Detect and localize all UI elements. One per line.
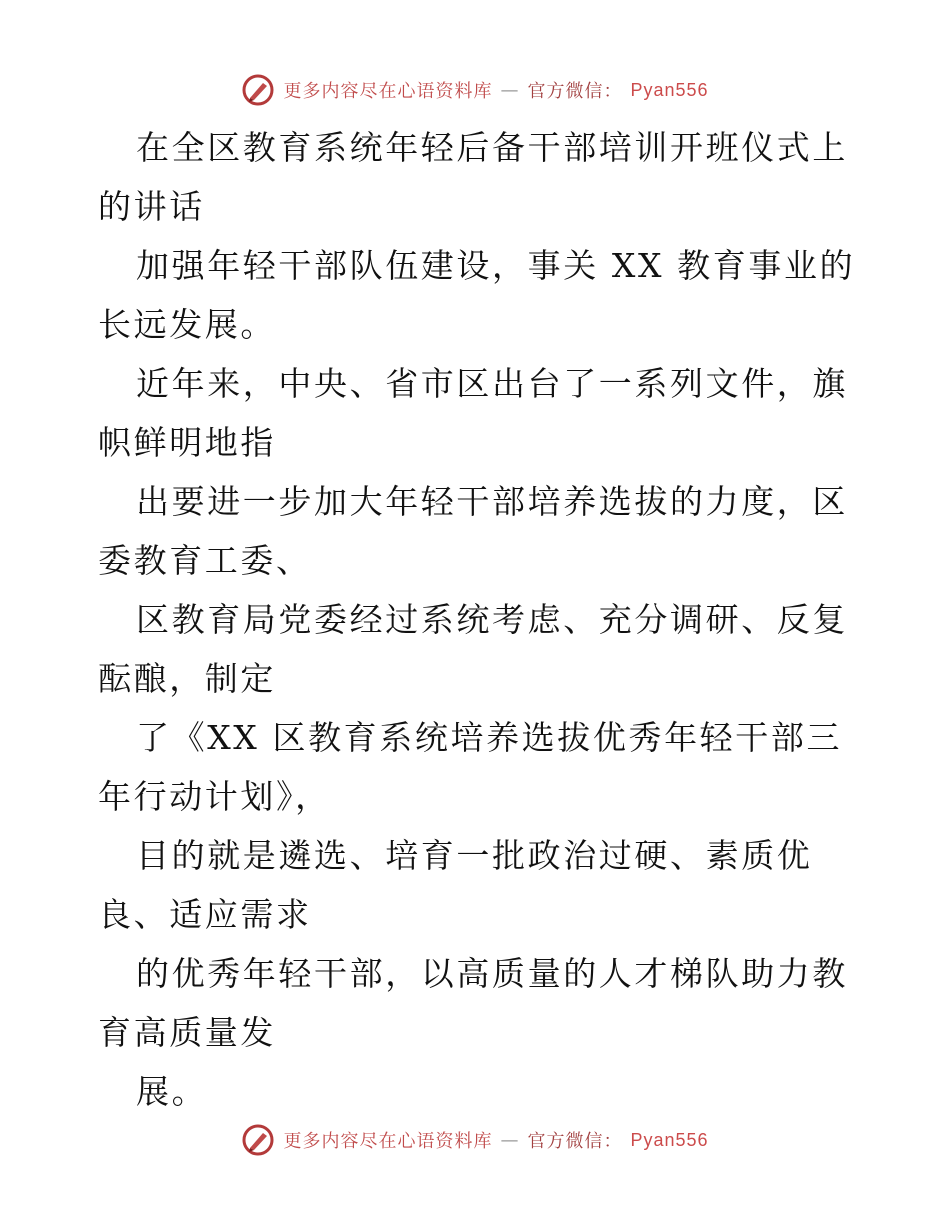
footer-banner xyxy=(0,1120,950,1160)
paragraph-5: 区教育局党委经过系统考虑、充分调研、反复酝酿，制定 xyxy=(98,600,848,698)
footer-brand-text: 更多内容尽在心语资料库 xyxy=(283,1131,493,1152)
paragraph-2: 加强年轻干部队伍建设，事关 XX 教育事业的长远发展。 xyxy=(98,246,856,344)
pen-logo-icon xyxy=(241,1123,275,1157)
paragraph-9: 展。 xyxy=(136,1072,208,1111)
paragraph-1: 在全区教育系统年轻后备干部培训开班仪式上的讲话 xyxy=(98,128,848,226)
footer-wechat-id: Pyan556 xyxy=(630,1129,709,1150)
paragraph-6: 了《XX 区教育系统培养选拔优秀年轻干部三年行动计划》， xyxy=(98,718,843,816)
header-separator: — xyxy=(500,79,520,101)
document-body xyxy=(98,118,858,1121)
paragraph-8: 的优秀年轻干部，以高质量的人才梯队助力教育高质量发 xyxy=(98,954,848,1052)
paragraph-4: 出要进一步加大年轻干部培养选拔的力度，区委教育工委、 xyxy=(98,482,848,580)
header-brand-text: 更多内容尽在心语资料库 xyxy=(283,81,493,102)
paragraph-7: 目的就是遴选、培育一批政治过硬、素质优良、适应需求 xyxy=(98,836,813,934)
header-wechat-label: 官方微信： xyxy=(527,81,623,102)
paragraph-3: 近年来，中央、省市区出台了一系列文件，旗帜鲜明地指 xyxy=(98,364,848,462)
header-banner xyxy=(0,70,950,110)
footer-separator: — xyxy=(500,1129,520,1151)
header-wechat-id: Pyan556 xyxy=(630,79,709,100)
pen-logo-icon xyxy=(241,73,275,107)
footer-wechat-label: 官方微信： xyxy=(527,1131,623,1152)
